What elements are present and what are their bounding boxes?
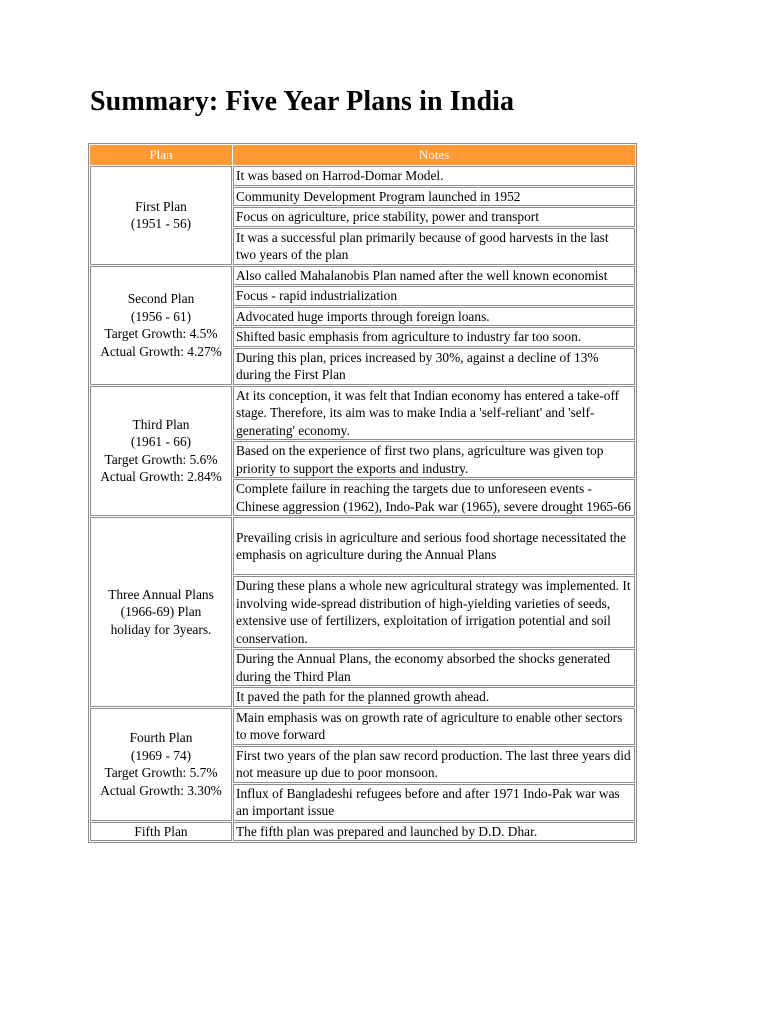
plan-target-growth: Target Growth: 5.6% [104, 451, 218, 467]
plan-note: Prevailing crisis in agriculture and serious food shortage necessitated the emphasis on agriculture during the Annual Plans [233, 517, 635, 575]
plan-name: Three Annual Plans [108, 586, 214, 602]
plan-note: First two years of the plan saw record production. The last three years did not measure up due to poor monsoon. [233, 746, 635, 783]
plan-actual-growth: Actual Growth: 4.27% [100, 343, 222, 359]
plan-note: Shifted basic emphasis from agriculture to industry far too soon. [233, 327, 635, 347]
table-row [90, 822, 635, 842]
plan-note: It was a successful plan primarily because of good harvests in the last two years of the plan [233, 228, 635, 265]
page-title: Summary: Five Year Plans in India [90, 86, 515, 117]
plan-target-growth: Target Growth: 5.7% [104, 765, 218, 780]
plan-note: During these plans a whole new agricultural strategy was implemented. It involving wide-spread distribution of high-yielding varieties of seeds, extensive use of fertilizers, exploitation of irrigation potential and soil conservation. [233, 576, 635, 648]
plan-note: Community Development Program launched in 1952 [233, 187, 635, 207]
plan-name: Third Plan [132, 416, 190, 432]
plan-note: Focus on agriculture, price stability, power and transport [233, 207, 635, 227]
plan-cell-third [90, 386, 232, 517]
plan-actual-growth: Actual Growth: 2.84% [100, 469, 222, 485]
plan-cell-fourth [90, 708, 232, 821]
table-row [90, 266, 635, 286]
plan-period: (1969 - 74) [130, 747, 192, 763]
plan-period: (1961 - 66) [130, 434, 192, 450]
table-header-row [90, 145, 635, 165]
plan-cell-fifth [90, 822, 232, 842]
plan-target-growth: Target Growth: 4.5% [104, 326, 218, 341]
plan-period: (1951 - 56) [130, 216, 192, 232]
notes-column-header: Notes [233, 145, 635, 165]
plan-note: Advocated huge imports through foreign loans. [233, 307, 635, 327]
plan-period: (1956 - 61) [130, 308, 192, 324]
table-row [90, 386, 635, 441]
plan-name: Second Plan [127, 291, 195, 306]
plan-note: Complete failure in reaching the targets due to unforeseen events - Chinese aggression (1962), Indo-Pak war (1965), severe drought 1965-66 [233, 479, 635, 516]
plan-note: During the Annual Plans, the economy absorbed the shocks generated during the Third Plan [233, 649, 635, 686]
plan-note: It was based on Harrod-Domar Model. [233, 166, 635, 186]
table-row [90, 517, 635, 575]
plan-name: First Plan [135, 198, 187, 214]
plan-cell-first [90, 166, 232, 265]
plan-note: The fifth plan was prepared and launched by D.D. Dhar. [233, 822, 635, 842]
plan-name: Fifth Plan [134, 823, 188, 839]
plan-cell-second [90, 266, 232, 385]
plan-note: It paved the path for the planned growth ahead. [233, 687, 635, 707]
plan-note: Main emphasis was on growth rate of agriculture to enable other sectors to move forward [233, 708, 635, 745]
five-year-plans-table [88, 143, 637, 843]
plan-period: (1966-69) Plan [120, 604, 202, 619]
plan-actual-growth: Actual Growth: 3.30% [100, 782, 222, 798]
plan-note: Influx of Bangladeshi refugees before and after 1971 Indo-Pak war was an important issue [233, 784, 635, 821]
plan-note: At its conception, it was felt that Indian economy has entered a take-off stage. Therefore, its aim was to make India a 'self-reliant' and 'self-generating' economy. [233, 386, 635, 441]
plan-note: During this plan, prices increased by 30%, against a decline of 13% during the First Plan [233, 348, 635, 385]
plan-note: Based on the experience of first two plans, agriculture was given top priority to support the exports and industry. [233, 441, 635, 478]
plan-note: Also called Mahalanobis Plan named after the well known economist [233, 266, 635, 286]
table-row [90, 708, 635, 745]
plan-cell-annual [90, 517, 232, 707]
plan-column-header: Plan [90, 145, 232, 165]
plan-name: Fourth Plan [129, 730, 193, 745]
plan-note: Focus - rapid industrialization [233, 286, 635, 306]
plan-holiday-note: holiday for 3years. [110, 621, 212, 637]
table-row [90, 166, 635, 186]
